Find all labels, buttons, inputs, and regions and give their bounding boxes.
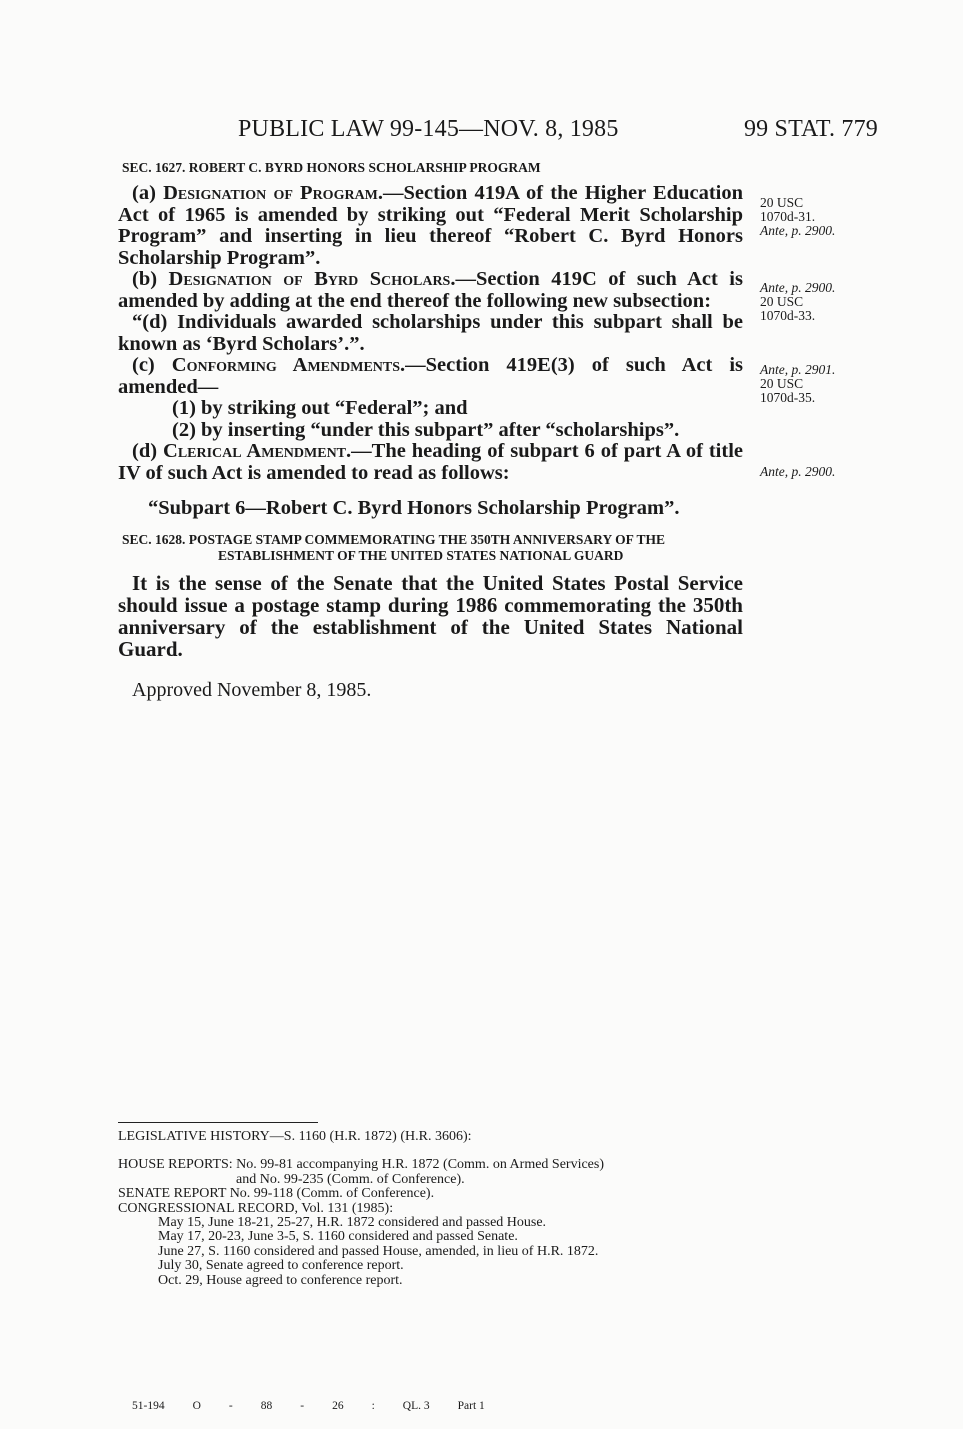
footer-o: O — [192, 1400, 201, 1412]
paragraph-d-text: —The heading of subpart 6 of part A of title IV of such Act is amended to read as follows: — [118, 440, 743, 484]
statute-page-number: 99 STAT. 779 — [743, 116, 878, 142]
footnote-divider — [118, 1122, 318, 1123]
paragraph-a — [118, 183, 743, 269]
subpart-heading-quote: “Subpart 6—Robert C. Byrd Honors Scholarship Program”. — [148, 497, 680, 519]
paragraph-d — [118, 441, 743, 484]
congressional-record: CONGRESSIONAL RECORD, Vol. 131 (1985): — [118, 1200, 394, 1216]
record-entry-3: June 27, S. 1160 considered and passed House, amended, in lieu of H.R. 1872. — [158, 1243, 599, 1259]
record-entry-2: May 17, 20-23, June 3-5, S. 1160 considered and passed Senate. — [158, 1229, 518, 1245]
footer-26: 26 — [332, 1400, 344, 1412]
legislative-history — [118, 1130, 738, 1288]
margin-note-3-line-2: 20 USC — [760, 376, 804, 391]
paragraph-b-text: —Section 419C of such Act is amended by adding at the end thereof the following new subsection: — [118, 268, 743, 312]
margin-note-3 — [760, 363, 835, 405]
paragraph-a-label: (a) — [132, 182, 164, 204]
record-entry-5: Oct. 29, House agreed to conference report. — [158, 1272, 403, 1288]
margin-note-1 — [760, 196, 835, 238]
paragraph-a-text: —Section 419A of the Higher Education Act of 1965 is amended by striking out “Federal Merit Scholarship Program” and inserting in lieu thereof “Robert C. Byrd Honors Scholarship Program”. — [118, 182, 743, 269]
footer-88: 88 — [260, 1400, 273, 1412]
footer-dash-1: - — [228, 1400, 233, 1412]
section-1627-heading: SEC. 1627. ROBERT C. BYRD HONORS SCHOLARSHIP PROGRAM — [122, 160, 541, 175]
margin-note-2-line-3: 1070d-33. — [760, 308, 816, 323]
footer-dash-2: - — [300, 1400, 305, 1412]
section-1628-text: It is the sense of the Senate that the United States Postal Service should issue a postage stamp during 1986 commemorating the 350th anniversary of the establishment of the United States National Guard. — [118, 570, 743, 661]
paragraph-c-caption: Conforming Amendments. — [171, 354, 406, 376]
paragraph-b-caption: Designation of Byrd Scholars. — [168, 268, 456, 290]
footer-colon: : — [371, 1400, 375, 1412]
paragraph-d-caption: Clerical Amendment. — [163, 440, 352, 462]
section-1628-heading: SEC. 1628. POSTAGE STAMP COMMEMORATING THE 350TH ANNIVERSARY OF THE ESTABLISHMENT OF THE UNITED STATES NATIONAL GUARD — [122, 531, 665, 563]
document-body — [118, 160, 743, 701]
margin-note-1-line-3: Ante, p. 2900. — [760, 223, 836, 238]
public-law-title: PUBLIC LAW 99-145—NOV. 8, 1985 — [238, 116, 619, 142]
paragraph-c-text: —Section 419E(3) of such Act is amended— — [118, 354, 743, 398]
senate-report: SENATE REPORT No. 99-118 (Comm. of Conference). — [118, 1186, 435, 1202]
paragraph-c-item-2: (2) by inserting “under this subpart” after “scholarships”. — [172, 418, 680, 441]
paragraph-d-label: (d) — [132, 440, 164, 462]
record-entry-1: May 15, June 18-21, 25-27, H.R. 1872 considered and passed House. — [158, 1215, 547, 1231]
margin-note-2-line-1: Ante, p. 2900. — [760, 280, 836, 295]
margin-note-2-line-2: 20 USC — [760, 294, 804, 309]
paragraph-c — [118, 355, 743, 398]
margin-note-2 — [760, 281, 835, 323]
footer-code: 51-194 — [132, 1400, 165, 1412]
paragraph-c-label: (c) — [132, 354, 172, 376]
footer-part: Part 1 — [457, 1400, 485, 1412]
paragraph-b-quote: “(d) Individuals awarded scholarships under this subpart shall be known as ‘Byrd Scholars’.”. — [118, 311, 743, 355]
approval-date: Approved November 8, 1985. — [132, 678, 372, 701]
house-reports-line-2: and No. 99-235 (Comm. of Conference). — [236, 1171, 465, 1187]
paragraph-b — [118, 269, 743, 312]
margin-note-1-line-1: 20 USC — [760, 195, 804, 210]
print-footer — [132, 1400, 513, 1412]
record-entry-4: July 30, Senate agreed to conference report. — [158, 1258, 404, 1274]
paragraph-b-label: (b) — [132, 268, 169, 290]
paragraph-a-caption: Designation of Program. — [163, 182, 384, 204]
house-reports-line-1: HOUSE REPORTS: No. 99-81 accompanying H.R. 1872 (Comm. on Armed Services) — [118, 1157, 605, 1173]
margin-note-1-line-2: 1070d-31. — [760, 209, 816, 224]
paragraph-c-item-1: (1) by striking out “Federal”; and — [172, 397, 468, 419]
margin-note-3-line-1: Ante, p. 2901. — [760, 362, 836, 377]
margin-note-3-line-3: 1070d-35. — [760, 390, 816, 405]
margin-note-4 — [760, 465, 835, 479]
legislative-history-title: LEGISLATIVE HISTORY—S. 1160 (H.R. 1872) (H.R. 3606): — [118, 1129, 472, 1144]
footer-ql: QL. 3 — [402, 1400, 430, 1412]
margin-note-4-line-1: Ante, p. 2900. — [760, 464, 836, 479]
